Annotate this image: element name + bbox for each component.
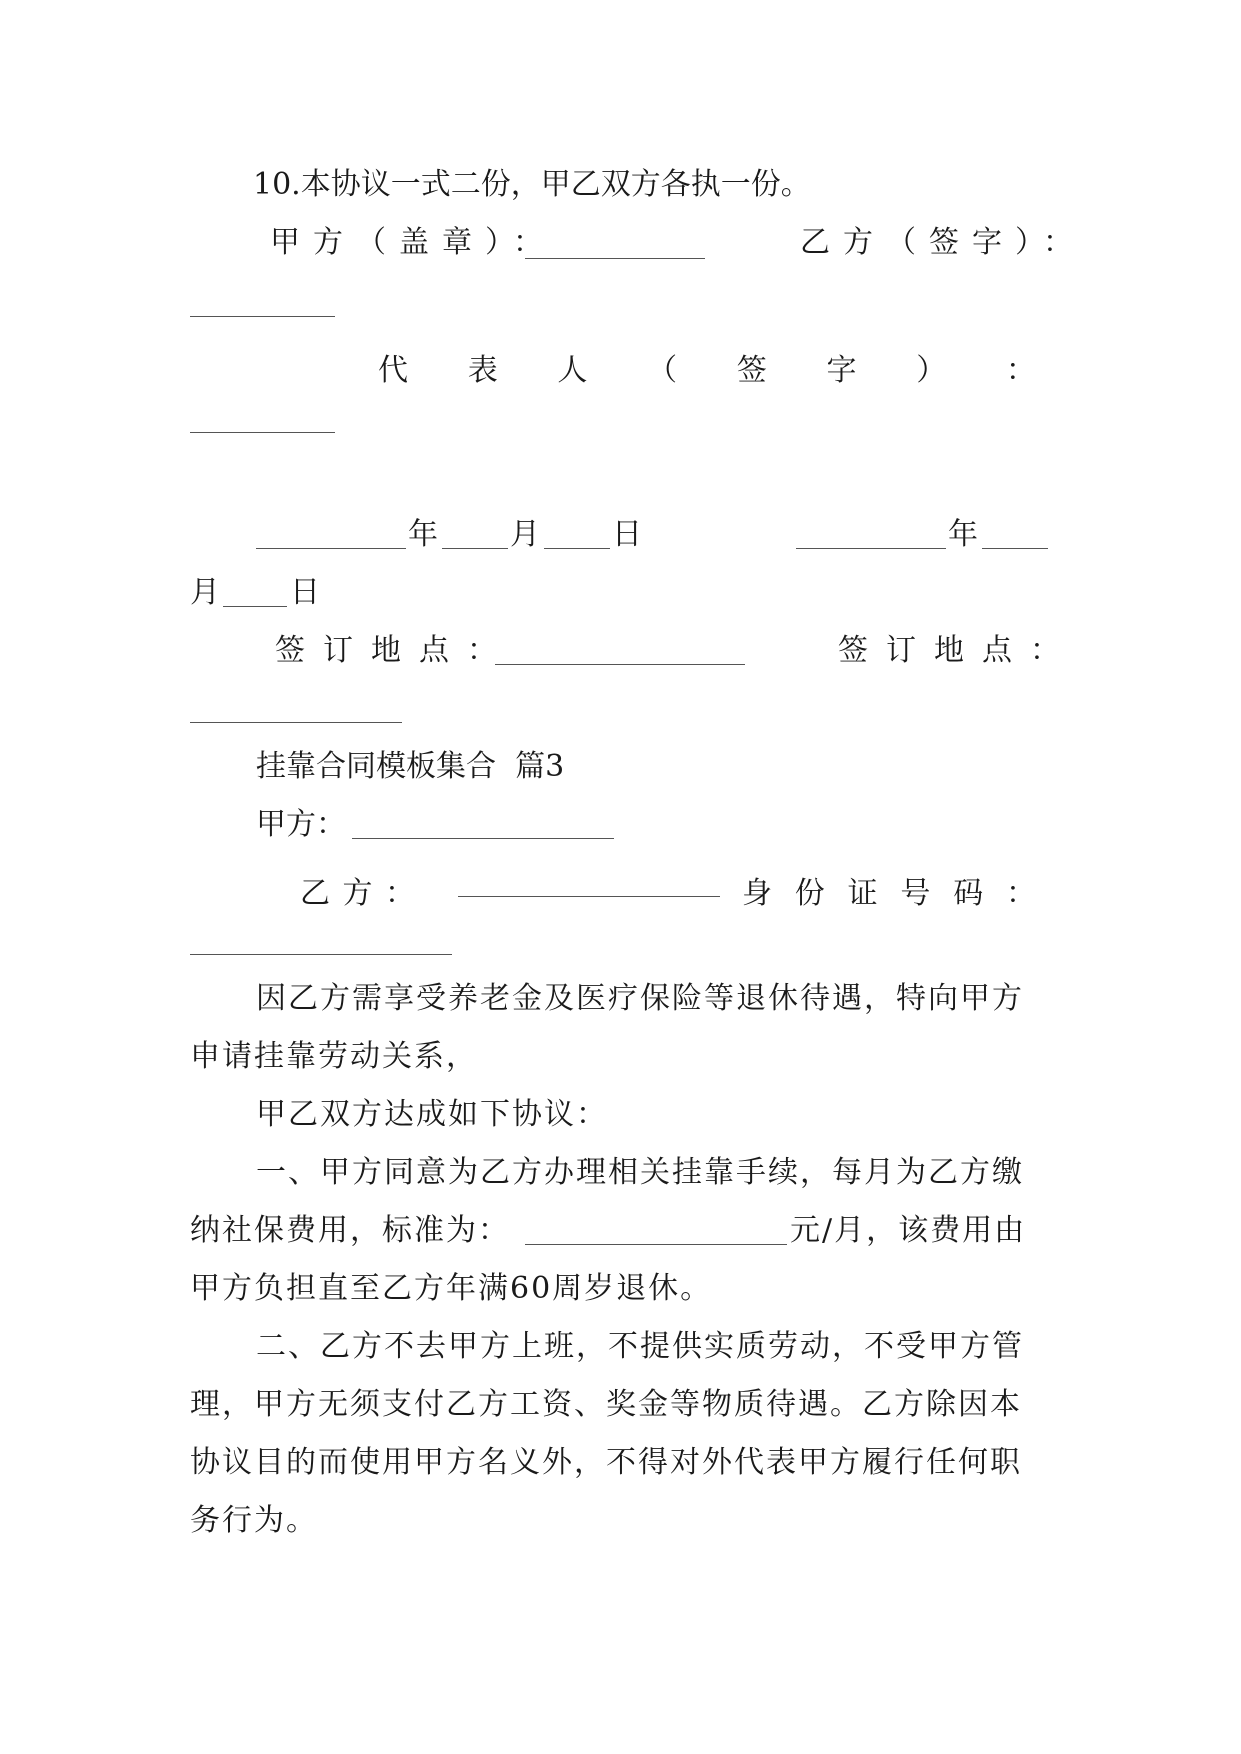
- rep-char: （: [647, 353, 678, 388]
- paragraph-4-line-4: 务行为。: [190, 1503, 318, 1538]
- date-a-day-blank: [544, 548, 610, 549]
- date-a-year: 年: [408, 517, 438, 552]
- paragraph-1-line-1: 因乙方需享受养老金及医疗保险等退休待遇，特向甲方: [256, 981, 1024, 1016]
- date-b-month: 月: [190, 575, 220, 610]
- id-number-blank: [190, 954, 452, 955]
- representative-label: [378, 345, 1036, 389]
- paragraph-3-line-1: 一、甲方同意为乙方办理相关挂靠手续，每月为乙方缴: [256, 1155, 1024, 1190]
- rep-char: 字: [826, 353, 857, 388]
- party-b-label: [300, 868, 415, 912]
- rep-char: 签: [736, 353, 767, 388]
- rep-char: 代: [378, 353, 408, 388]
- id-char: 号: [900, 876, 931, 911]
- paragraph-1-line-2: 申请挂靠劳动关系，: [190, 1039, 478, 1074]
- paragraph-4-line-2: 理，甲方无须支付乙方工资、奖金等物质待遇。乙方除因本: [190, 1387, 1022, 1422]
- party-a-blank: [352, 838, 614, 839]
- rep-char: 人: [557, 353, 588, 388]
- paragraph-3-line-2a: 纳社保费用，标准为：: [190, 1213, 510, 1248]
- date-b-day-blank: [223, 606, 287, 607]
- id-char: ：: [1005, 876, 1036, 911]
- date-b-day: 日: [290, 575, 320, 610]
- date-a-day: 日: [612, 517, 642, 552]
- date-b-year: 年: [948, 517, 978, 552]
- date-a-month-blank: [442, 548, 508, 549]
- rep-char: 表: [467, 353, 498, 388]
- date-b-year-blank: [796, 548, 946, 549]
- party-b-sign-label: 乙方（签字）：: [800, 225, 1086, 260]
- sign-place-a-label: 签订地点：: [275, 633, 515, 668]
- id-char: 身: [742, 876, 772, 911]
- party-b-sign-blank: [190, 316, 335, 317]
- paragraph-2: 甲乙双方达成如下协议：: [256, 1097, 608, 1132]
- paragraph-4-line-1: 二、乙方不去甲方上班，不提供实质劳动，不受甲方管: [256, 1329, 1024, 1364]
- sign-place-b-label: 签订地点：: [838, 633, 1078, 668]
- sign-place-a-blank: [495, 664, 745, 665]
- party-a-label: 甲方：: [256, 807, 346, 842]
- party-b-char: 乙: [300, 876, 330, 911]
- fee-standard-blank: [525, 1244, 787, 1245]
- id-char: 证: [847, 876, 878, 911]
- party-b-char: 方: [342, 876, 373, 911]
- id-char: 份: [794, 876, 825, 911]
- date-a-month: 月: [510, 517, 540, 552]
- section-heading: 挂靠合同模板集合 篇3: [256, 749, 565, 784]
- rep-char: ）: [916, 353, 947, 388]
- paragraph-4-line-3: 协议目的而使用甲方名义外，不得对外代表甲方履行任何职: [190, 1445, 1022, 1480]
- party-a-seal-label: 甲方（盖章）：: [270, 225, 556, 260]
- paragraph-3-line-3: 甲方负担直至乙方年满60周岁退休。: [190, 1271, 713, 1306]
- id-number-label: [742, 868, 1036, 912]
- paragraph-3-line-2b: 元/月，该费用由: [790, 1213, 1027, 1248]
- party-b-blank: [458, 896, 720, 897]
- clause-10: 10.本协议一式二份，甲乙双方各执一份。: [253, 167, 811, 202]
- party-b-char: ：: [385, 876, 415, 911]
- representative-blank: [190, 432, 335, 433]
- date-a-year-blank: [256, 548, 406, 549]
- date-b-month-blank: [982, 548, 1048, 549]
- rep-char: ：: [1005, 353, 1036, 388]
- party-a-seal-blank: [525, 258, 705, 259]
- sign-place-b-blank: [190, 722, 402, 723]
- id-char: 码: [953, 876, 984, 911]
